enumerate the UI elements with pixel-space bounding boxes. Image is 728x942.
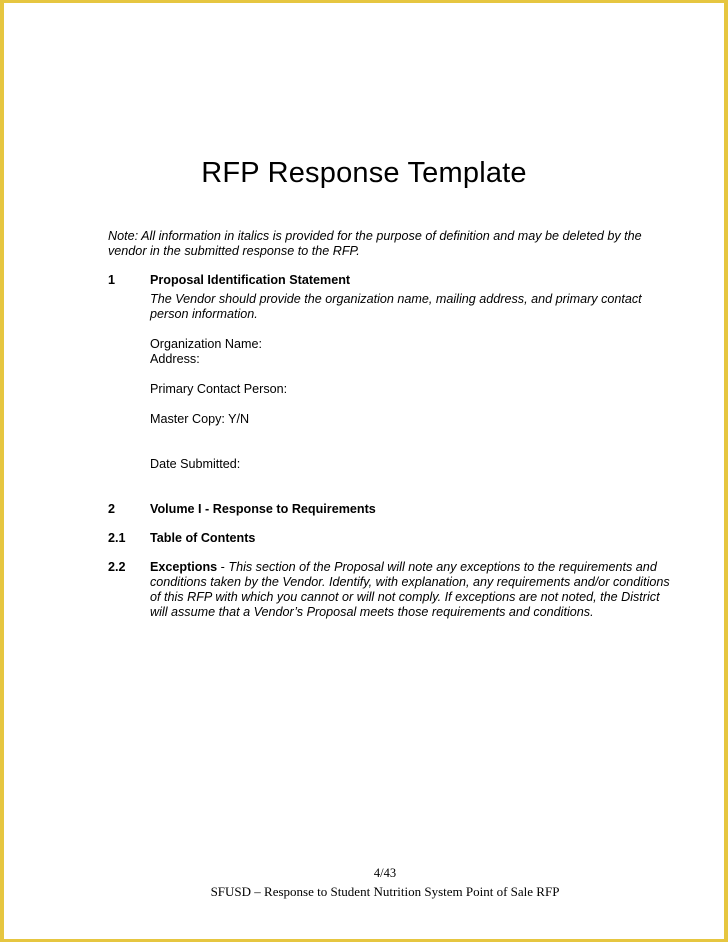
address-field: Address: xyxy=(150,352,200,366)
italics-note: Note: All information in italics is provided for the purpose of definition and may be deleted by the vendor in the submitted response to the RFP. xyxy=(108,229,642,258)
section-2-2-number: 2.2 xyxy=(108,560,126,574)
section-1-heading: Proposal Identification Statement xyxy=(150,273,351,287)
section-2-2-heading: Exceptions xyxy=(150,560,218,574)
section-2-1-number: 2.1 xyxy=(108,531,126,545)
section-2-2-paragraph xyxy=(150,560,670,620)
master-copy-field: Master Copy: Y/N xyxy=(150,412,250,426)
section-2-number: 2 xyxy=(108,502,116,516)
section-1-description: The Vendor should provide the organization name, mailing address, and primary contact person information. xyxy=(150,292,642,321)
primary-contact-field: Primary Contact Person: xyxy=(150,382,288,396)
footer-text: SFUSD – Response to Student Nutrition System Point of Sale RFP xyxy=(210,884,560,899)
document-title: RFP Response Template xyxy=(201,157,527,189)
section-2-1-heading: Table of Contents xyxy=(150,531,256,545)
section-1-number: 1 xyxy=(108,273,116,287)
section-2-2-separator: - xyxy=(217,560,229,574)
section-2-heading: Volume I - Response to Requirements xyxy=(150,502,376,516)
date-submitted-field: Date Submitted: xyxy=(150,457,241,471)
page-number: 4/43 xyxy=(373,866,397,880)
organization-name-field: Organization Name: xyxy=(150,337,262,351)
section-2-2-description: This section of the Proposal will note any exceptions to the requirements and conditions taken by the Vendor. Identify, with explanation, any requirements and/or conditions of this RFP with which you cannot or will not comply. If exceptions are not noted, the District will assume that a Vendor’s Proposal meets those requirements and conditions. xyxy=(150,560,670,619)
